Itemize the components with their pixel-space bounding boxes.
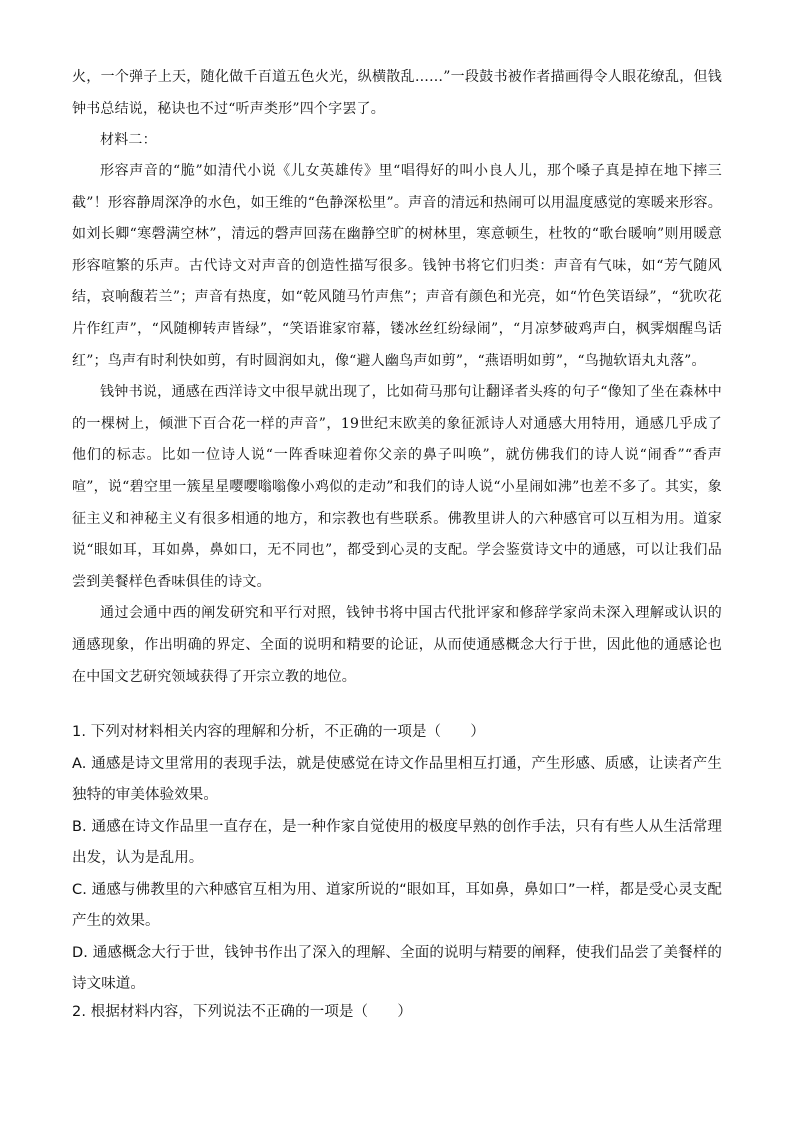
paragraph-2: 钱钟书说，通感在西洋诗文中很早就出现了，比如荷马那句让翻译者头疼的句子“像知了坐在森林中的一棵树上，倾泄下百合花一样的声音”，19世纪末欧美的象征派诗人对通感大用特用，通感几乎成了他们的标志。比如一位诗人说“一阵香味迎着你父亲的鼻子叫唤”，就仿佛我们的诗人说“闹香”“香声喧”，说“碧空里一簇星星嘤嘤嗡嗡像小鸡似的走动”和我们的诗人说“小星闹如沸”也差不多了。其实，象征主义和神秘主义有很多相通的地方，和宗教也有些联系。佛教里讲人的六种感官可以互相为用。道家说“眼如耳，耳如鼻，鼻如口，无不同也”，都受到心灵的支配。学会鉴赏诗文中的通感，可以让我们品尝到美餐样色香味俱佳的诗文。 xyxy=(72,384,722,590)
question-1-option-b: B. 通感在诗文作品里一直存在，是一种作家自觉使用的极度早熟的创作手法，只有有些人从生活常理出发，认为是乱用。 xyxy=(72,818,722,866)
paragraph-1: 形容声音的“脆”如清代小说《儿女英雄传》里“唱得好的叫小良人儿，那个嗓子真是掉在地下摔三截”！形容静周深净的水色，如王维的“色静深松里”。声音的清远和热闹可以用温度感觉的寒暖来形容。如刘长卿“寒磬满空林”，清远的磬声回荡在幽静空旷的树林里，寒意顿生，杜牧的“歌台暖响”则用暖意形容喧繁的乐声。古代诗文对声音的创造性描写很多。钱钟书将它们归类：声音有气味，如“芳气随风结，哀响馥若兰”；声音有热度，如“乾风随马竹声焦”；声音有颜色和光亮，如“竹色笑语绿”，“犹吹花片作红声”，“风随柳转声皆绿”，“笑语谁家帘幕，镂冰丝红纷绿闹”，“月凉梦破鸡声白，枫霁烟醒鸟话红”；鸟声有时利快如剪，有时圆润如丸，像“避人幽鸟声如剪”，“燕语明如剪”，“鸟抛软语丸丸落”。 xyxy=(72,163,722,369)
question-1-option-a: A. 通感是诗文里常用的表现手法，就是使感觉在诗文作品里相互打通，产生形感、质感，让读者产生独特的审美体验效果。 xyxy=(72,755,722,803)
question-2-stem: 2. 根据材料内容，下列说法不正确的一项是（ ） xyxy=(72,1004,412,1020)
paragraph-material-one-tail: 火，一个弹子上天，随化做千百道五色火光，纵横散乱……”一段鼓书被作者描画得令人眼花缭乱，但钱钟书总结说，秘诀也不过“听声类形”四个字罢了。 xyxy=(72,69,722,117)
question-1-option-c: C. 通感与佛教里的六种感官互相为用、道家所说的“眼如耳，耳如鼻，鼻如口”一样，都是受心灵支配产生的效果。 xyxy=(72,881,722,929)
material-two-body xyxy=(72,156,722,693)
material-two-heading: 材料二： xyxy=(100,132,157,148)
question-1-option-d: D. 通感概念大行于世，钱钟书作出了深入的理解、全面的说明与精要的阐释，使我们品尝了美餐样的诗文味道。 xyxy=(72,944,722,992)
paragraph-3: 通过会通中西的阐发研究和平行对照，钱钟书将中国古代批评家和修辞学家尚未深入理解或认识的通感现象，作出明确的界定、全面的说明和精要的论证，从而使通感概念大行于世，因此他的通感论也在中国文艺研究领域获得了开宗立教的地位。 xyxy=(72,605,722,685)
question-1-stem: 1. 下列对材料相关内容的理解和分析，不正确的一项是（ ） xyxy=(72,724,485,740)
question-2 xyxy=(72,997,722,1029)
question-1 xyxy=(72,717,722,1001)
material-one-tail xyxy=(72,62,722,125)
